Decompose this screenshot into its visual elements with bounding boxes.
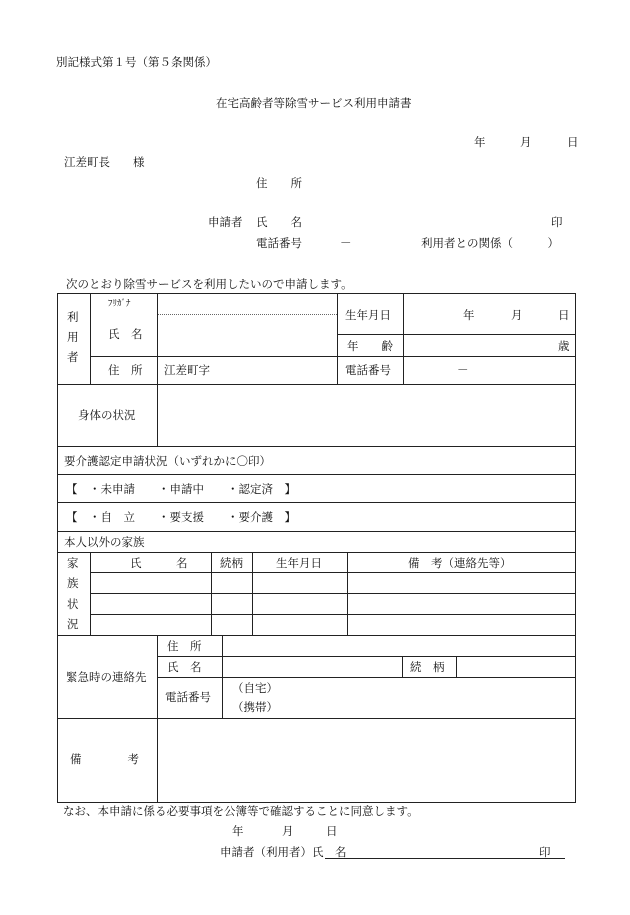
age-label: 年 齢 [347,339,393,353]
birthdate-label: 生年月日 [345,308,391,322]
emergency-phone-label: 電話番号 [165,690,211,704]
footer-date-year: 年 [232,824,244,838]
user-label-char: 利 [67,310,79,324]
birth-year-label: 年 [463,308,475,322]
family-col-relation: 続柄 [220,556,243,570]
applicant-address-label: 住 所 [256,176,302,190]
care-status-options-1: 【 ・未申請 ・申請中 ・認定済 】 [66,482,296,496]
user-address-label: 住 所 [108,363,143,377]
emergency-home-phone: （自宅） [232,681,278,695]
user-phone-dash: － [457,363,469,377]
family-col-birth: 生年月日 [276,556,322,570]
date-month-label: 月 [520,135,532,149]
user-label-char: 用 [67,330,79,344]
birth-month-label: 月 [511,308,523,322]
user-name-label: 氏 名 [108,327,143,341]
signature-underline [325,858,565,859]
emergency-mobile-phone: （携帯） [232,700,278,714]
relation-label: 利用者との関係（ ） [421,236,559,250]
form-title: 在宅高齢者等除雪サービス利用申請書 [216,96,412,110]
body-condition-label: 身体の状況 [78,408,136,422]
form-number: 別記様式第１号（第５条関係） [56,55,217,69]
age-unit: 歳 [558,339,570,353]
applicant-label: 申請者 [208,215,243,229]
emergency-address-label: 住 所 [167,639,202,653]
emergency-label: 緊急時の連絡先 [66,670,147,684]
consent-text: なお、本申請に係る必要事項を公簿等で確認することに同意します。 [63,804,419,818]
family-heading: 本人以外の家族 [64,535,145,549]
date-day-label: 日 [567,135,579,149]
footer-seal: 印 [539,845,551,859]
emergency-relation-label: 続 柄 [410,660,445,674]
footer-date-day: 日 [326,824,338,838]
care-status-options-2: 【 ・自 立 ・要支援 ・要介護 】 [66,510,296,524]
footer-date-month: 月 [282,824,294,838]
date-year-label: 年 [474,135,486,149]
user-phone-label: 電話番号 [345,363,391,377]
remarks-label: 備 考 [70,752,139,766]
family-label-char: 状 [67,597,79,611]
family-label-char: 況 [67,617,79,631]
applicant-phone-label: 電話番号 [256,236,302,250]
applicant-phone-dash: － [340,236,352,250]
applicant-name-label: 氏 名 [256,215,302,229]
user-label-char: 者 [67,350,79,364]
emergency-name-label: 氏 名 [167,660,202,674]
family-label-char: 族 [67,576,79,590]
birth-day-label: 日 [558,308,570,322]
user-address-value: 江差町字 [164,363,210,377]
addressee: 江差町長 様 [64,155,145,169]
furigana-label: ﾌﾘｶﾞﾅ [108,299,131,309]
family-col-name: 氏 名 [130,556,188,570]
care-status-heading: 要介護認定申請状況（いずれかに〇印） [64,454,271,468]
applicant-seal: 印 [551,215,563,229]
footer-signer-label: 申請者（利用者）氏 名 [220,845,347,859]
intro-text: 次のとおり除雪サービスを利用したいので申請します。 [66,277,353,291]
family-col-notes: 備 考（連絡先等） [408,556,512,570]
family-label-char: 家 [67,556,79,570]
